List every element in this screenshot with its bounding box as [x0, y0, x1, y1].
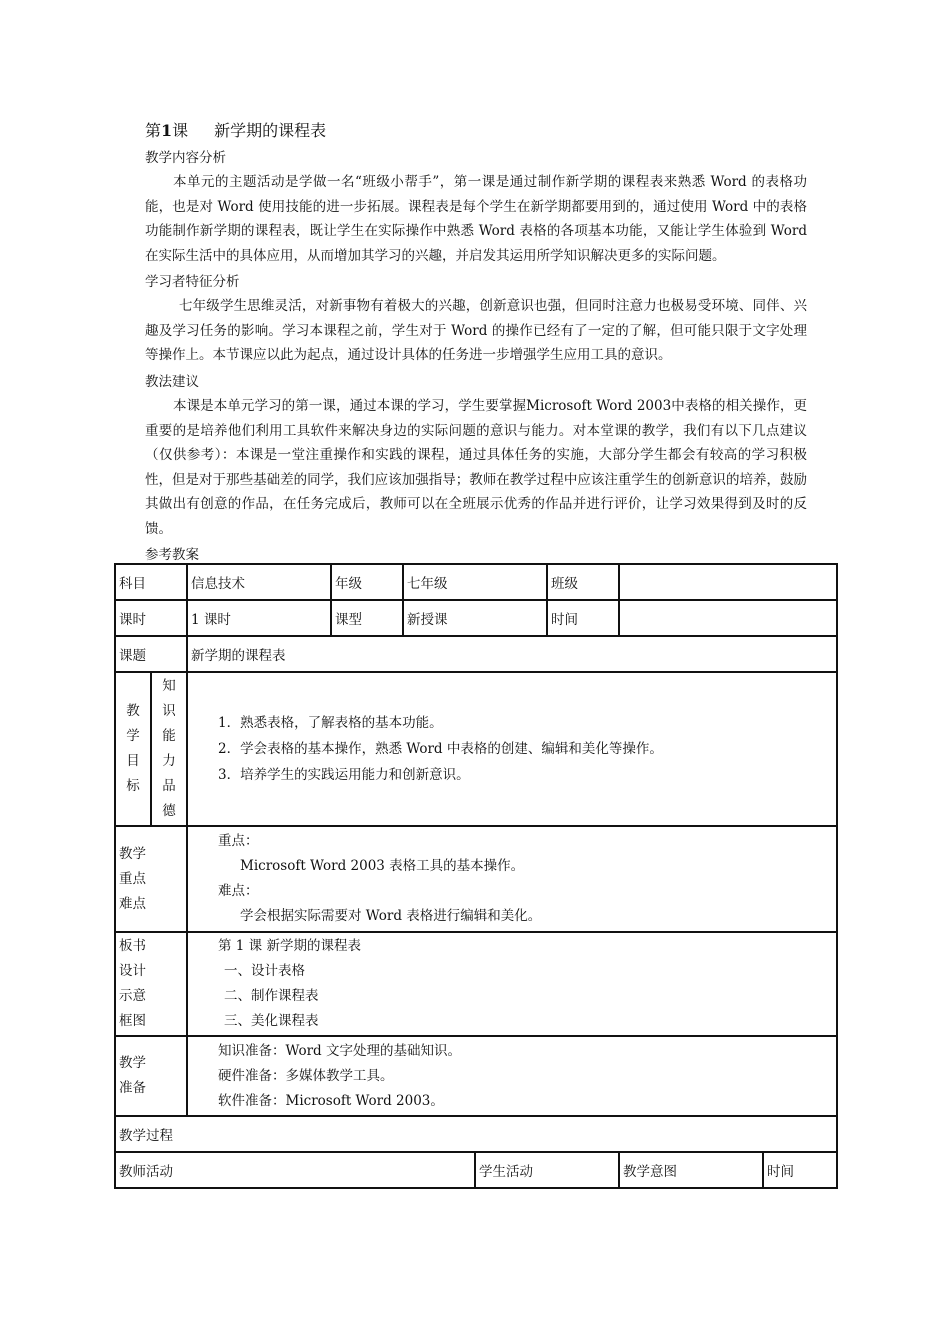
section-heading-method: 教法建议 [145, 374, 199, 390]
section-heading-learner: 学习者特征分析 [145, 274, 240, 290]
section-text-learner: 七年级学生思维灵活，对新事物有着极大的兴趣，创新意识也强，但同时注意力也极易受环境、同伴、兴趣及学习任务的影响。学习本课程之前，学生对于 Word 的操作已经有了一定的了解，但可能只限于文字处理等操作上。本节课应以此为起点，通过设计具体的任务进一步增强学生应用工具的意识。 [145, 298, 807, 363]
hard-text: 学会根据实际需要对 Word 表格进行编辑和美化。 [240, 908, 542, 924]
lesson-title [145, 118, 326, 141]
grade-value: 七年级 [403, 564, 547, 600]
table-row [115, 636, 837, 672]
table-row [115, 826, 837, 932]
table-row [115, 1116, 837, 1152]
board-line: 二、制作课程表 [224, 988, 319, 1004]
board-line: 一、设计表格 [224, 963, 305, 979]
time-label: 时间 [547, 600, 619, 636]
hours-value: 1 课时 [187, 600, 331, 636]
prep-line: 软件准备：Microsoft Word 2003。 [218, 1092, 444, 1109]
key-text: Microsoft Word 2003 表格工具的基本操作。 [240, 858, 525, 874]
board-line: 第 1 课 新学期的课程表 [218, 938, 361, 954]
section-heading-content: 教学内容分析 [145, 150, 226, 166]
table-row [115, 932, 837, 1036]
type-value: 新授课 [403, 600, 547, 636]
table-row [115, 600, 837, 636]
prep-content [187, 1036, 837, 1116]
list-item: 2．学会表格的基本操作，熟悉 Word 中表格的创建、编辑和美化等操作。 [218, 741, 663, 757]
plan-heading: 参考教案 [145, 547, 199, 563]
class-value [619, 564, 837, 600]
keypoints-label: 教学 重点 难点 [115, 826, 187, 932]
section-text-method: 本课是本单元学习的第一课，通过本课的学习，学生要掌握Microsoft Word 2003中表格的相关操作，更重要的是培养他们利用工具软件来解决身边的实际问题的意识与能力。对本堂课的教学，我们有以下几点建议（仅供参考）：本课是一堂注重操作和实践的课程，通过具体任务的实施，大部分学生都会有较高的学习积极性，但是对于那些基础差的同学，我们应该加强指导；教师在教学过程中应该注重学生的创新意识的培养，鼓励其做出有创意的作品，在任务完成后，教师可以在全班展示优秀的作品并进行评价，让学习效果得到及时的反馈。 [145, 398, 807, 537]
goals-list [187, 672, 837, 826]
table-row [115, 1036, 837, 1116]
subject-label: 科目 [115, 564, 187, 600]
time-value [619, 600, 837, 636]
title-number: 1 [161, 121, 173, 140]
intent-header: 教学意图 [619, 1152, 763, 1188]
key-label: 重点： [218, 833, 259, 849]
grade-label: 年级 [331, 564, 403, 600]
title-text: 新学期的课程表 [214, 121, 327, 140]
hours-label: 课时 [115, 600, 187, 636]
hard-label: 难点： [218, 883, 259, 899]
keypoints-content [187, 826, 837, 932]
table-row [115, 1152, 837, 1188]
list-item: 1．熟悉表格，了解表格的基本功能。 [218, 715, 443, 731]
goals-label: 教 学 目 标 [115, 672, 151, 826]
table-row [115, 672, 837, 826]
prep-line: 硬件准备：多媒体教学工具。 [218, 1067, 394, 1084]
time-header: 时间 [763, 1152, 837, 1188]
title-suffix: 课 [172, 121, 189, 140]
board-line: 三、美化课程表 [224, 1013, 319, 1029]
topic-value: 新学期的课程表 [187, 636, 837, 672]
section-text-content: 本单元的主题活动是学做一名“班级小帮手”，第一课是通过制作新学期的课程表来熟悉 Word 的表格功能，也是对 Word 使用技能的进一步拓展。课程表是每个学生在新学期都要用到的，通过使用 Word 中的表格功能制作新学期的课程表，既让学生在实际操作中熟悉 Word 表格的各项基本功能，又能让学生体验到 Word 在实际生活中的具体应用，从而增加其学习的兴趣，并启发其运用所学知识解决更多的实际问题。 [145, 174, 807, 264]
lesson-plan-table [114, 563, 838, 1189]
goals-sublabel: 知 识 能 力 品 德 [151, 672, 187, 826]
class-label: 班级 [547, 564, 619, 600]
board-label: 板书 设计 示意 框图 [115, 932, 187, 1036]
title-prefix: 第 [145, 121, 162, 140]
process-label: 教学过程 [115, 1116, 837, 1152]
list-item: 3．培养学生的实践运用能力和创新意识。 [218, 767, 470, 783]
prep-label: 教学 准备 [115, 1036, 187, 1116]
table-row [115, 564, 837, 600]
board-content [187, 932, 837, 1036]
prep-line: 知识准备：Word 文字处理的基础知识。 [218, 1042, 461, 1059]
student-activity-header: 学生活动 [475, 1152, 619, 1188]
type-label: 课型 [331, 600, 403, 636]
topic-label: 课题 [115, 636, 187, 672]
subject-value: 信息技术 [187, 564, 331, 600]
teacher-activity-header: 教师活动 [115, 1152, 475, 1188]
